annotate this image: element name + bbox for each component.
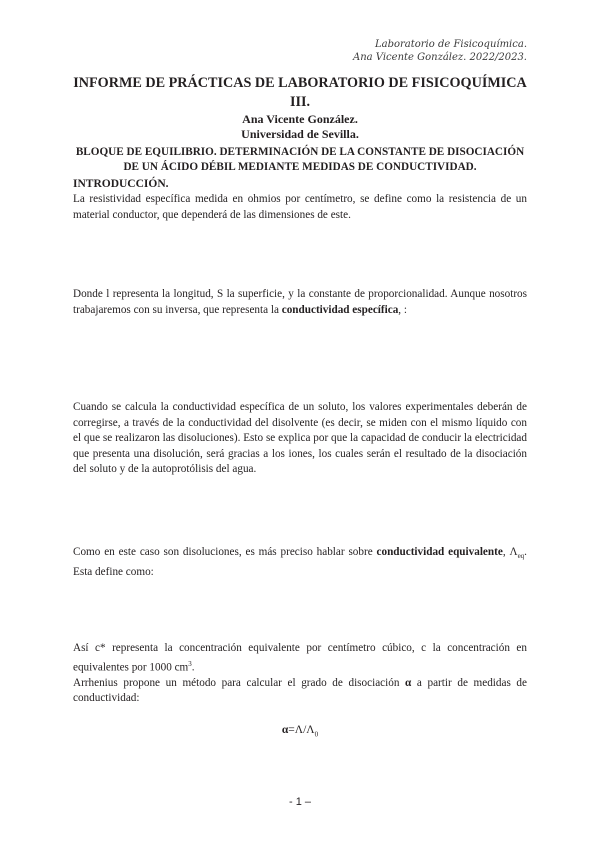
paragraph-concentracion <box>73 641 527 707</box>
p2-bold-term: conductividad específica <box>281 303 399 316</box>
arrhenius-formula <box>0 724 600 738</box>
p4-text-c: . Esta define como: <box>73 546 527 578</box>
subtitle-line-1: BLOQUE DE EQUILIBRIO. DETERMINACIÓN DE LA CONSTANTE DE DISOCIACIÓN <box>75 146 525 158</box>
p4-text-a: Como en este caso son disoluciones, es más preciso hablar sobre <box>73 546 377 558</box>
p2-text-a: Donde l representa la longitud, S la superficie, y la constante de proporcionalidad. Aunque nosotros trabajaremos con su inversa, que representa la <box>73 288 527 316</box>
p6-text-a: Arrhenius propone un método para calcular el grado de disociación <box>73 676 406 689</box>
section-heading-introduccion: INTRODUCCIÓN. <box>73 178 169 190</box>
paragraph-resistividad: La resistividad específica medida en ohmios por centímetro, se define como la resistencia de un material conductor, que dependerá de las dimensiones de este. <box>73 193 527 221</box>
page-header <box>353 38 527 64</box>
page-number: - 1 – <box>288 796 311 808</box>
formula-subscript: 0 <box>314 730 319 739</box>
formula-rhs: =Λ/Λ <box>288 724 315 736</box>
p5-superscript: 3 <box>188 659 192 668</box>
formula-alpha: α <box>281 724 289 736</box>
p4-lambda: , Λ <box>502 546 518 558</box>
author-name: Ana Vicente González. <box>242 112 358 126</box>
header-author-year: Ana Vicente González. 2022/2023. <box>353 52 527 63</box>
header-course: Laboratorio de Fisicoquímica. <box>374 39 527 50</box>
title-line-1: INFORME DE PRÁCTICAS DE LABORATORIO DE FISICOQUÍMICA <box>73 75 527 91</box>
title-line-2: III. <box>289 94 311 110</box>
paragraph-conductividad-especifica <box>73 287 527 318</box>
paragraph-correccion-disolvente: Cuando se calcula la conductividad específica de un soluto, los valores experimentales deberán de corregirse, a través de la conductividad del disolvente (es decir, se miden con el mismo líquido con el que se realizaron las disoluciones). Esto se explica por que la capacidad de conducir la electricidad que presenta una disolución, será gracias a los iones, los cuales serán el resultado de la disociación del soluto y de la autoprotólisis del agua. <box>73 401 527 475</box>
p5-text-a: Así c* representa la concentración equivalente por centímetro cúbico, c la concentración en equivalentes por 1000 cm <box>73 642 527 674</box>
p2-text-b: , : <box>398 303 407 316</box>
p6-text-b: a partir de medidas de conductividad: <box>73 676 527 705</box>
report-subtitle <box>72 145 528 175</box>
p6-alpha: α <box>405 676 412 689</box>
p4-bold-term: conductividad equivalente <box>376 546 503 558</box>
paragraph-conductividad-equivalente <box>73 545 527 580</box>
university-name: Universidad de Sevilla. <box>241 127 359 141</box>
p5-text-b: . <box>191 661 195 674</box>
p4-subscript: eq <box>517 552 525 561</box>
subtitle-line-2: DE UN ÁCIDO DÉBIL MEDIANTE MEDIDAS DE CONDUCTIVIDAD. <box>123 161 477 173</box>
report-title <box>60 74 540 112</box>
